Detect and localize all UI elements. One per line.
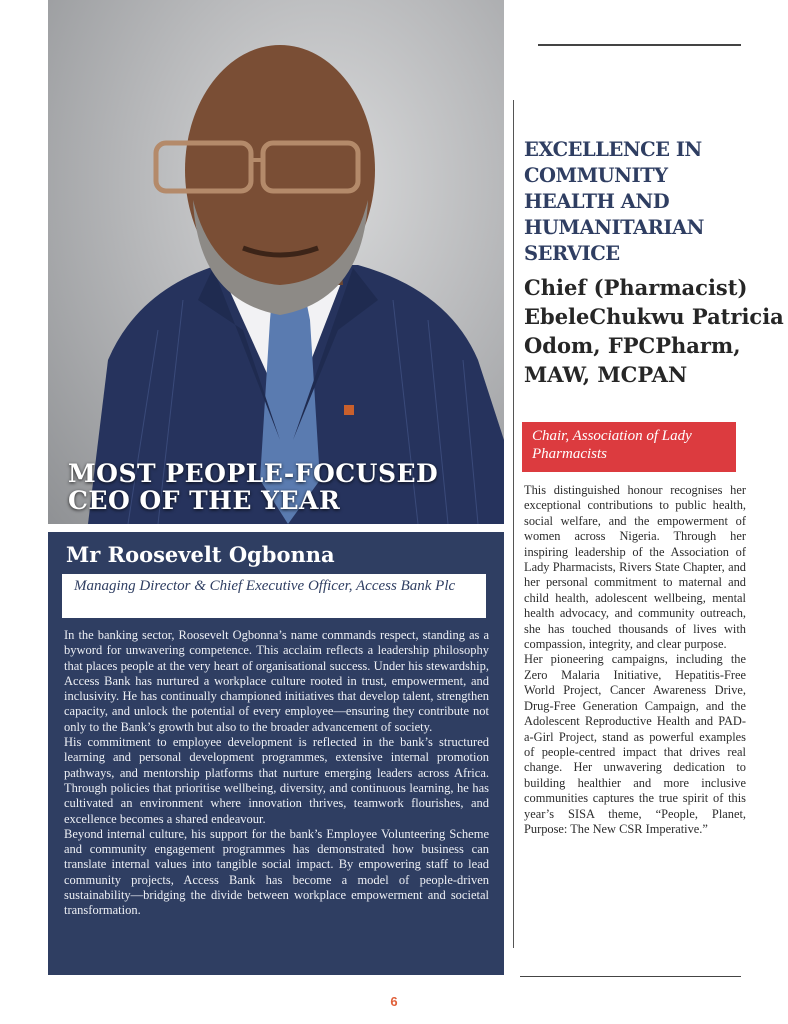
portrait-illustration bbox=[48, 0, 504, 524]
body-paragraph: His commitment to employee development is reflected in the bank’s structured learning and personal development programmes, extensive internal promotion pathways, and mentorship platforms that nurture emerging leaders across Africa. Through policies that prioritise wellbeing, diversity, and continuous learning, he has cultivated an environment where innovation thrives, teamwork flourishes, and excellence becomes a shared endeavour. bbox=[64, 735, 489, 826]
ceo-profile-body bbox=[64, 628, 489, 919]
ceo-profile-panel bbox=[48, 532, 504, 975]
bottom-divider bbox=[520, 976, 741, 977]
body-paragraph: Beyond internal culture, his support for the bank’s Employee Volunteering Scheme and community engagement programmes has demonstrated how business can translate internal values into tangible social impact. By empowering staff to lead community projects, Access Bank has become a model of people-driven sustainability—bridging the divide between workplace empowerment and societal transformation. bbox=[64, 826, 489, 918]
body-paragraph: This distinguished honour recognises her exceptional contributions to public health, social welfare, and the empowerment of women across Nigeria. Through her inspiring leadership of the Association of Lady Pharmacists, Rivers State Chapter, and her personal commitment to maternal and child health, adolescent wellbeing, mental health advocacy, and community outreach, she has touched thousands of lives with compassion, integrity, and clear purpose. bbox=[524, 483, 746, 652]
award-category-title: EXCELLENCE IN COMMUNITY HEALTH AND HUMANITARIAN SERVICE bbox=[524, 138, 704, 265]
honoree-profile-body bbox=[524, 483, 746, 837]
honoree-name: Mr Roosevelt Ogbonna bbox=[66, 542, 335, 567]
body-paragraph: Her pioneering campaigns, including the Zero Malaria Initiative, Hepatitis-Free World Project, Cancer Awareness Drive, Drug-Free Generation Campaign, and the Adolescent Reproductive Health and PAD-a-Girl Project, stand as powerful examples of people-centred impact that drives real change. Her unwavering dedication to building healthier and more inclusive communities captures the true spirit of this year’s SISA theme, “People, Planet, Purpose: The New CSR Imperative.” bbox=[524, 652, 746, 836]
column-divider bbox=[513, 100, 514, 948]
ceo-portrait-photo bbox=[48, 0, 504, 524]
award-title: MOST PEOPLE-FOCUSED CEO OF THE YEAR bbox=[68, 459, 439, 515]
body-paragraph: In the banking sector, Roosevelt Ogbonna’s name commands respect, standing as a byword for unwavering competence. This acclaim reflects a leadership philosophy that places people at the very heart of organisational success. Under his stewardship, Access Bank has nurtured a workplace culture rooted in trust, empowerment, and inclusivity. He has continually championed initiatives that develop talent, strengthen capacity, and unlock the potential of every employee—ensuring they contribute not only to the Bank’s growth but also to the broader advancement of society. bbox=[64, 628, 489, 734]
honoree-name-right: Chief (Pharmacist) EbeleChukwu Patricia Odom, FPCPharm, MAW, MCPAN bbox=[524, 275, 784, 387]
honoree-role: Managing Director & Chief Executive Officer, Access Bank Plc bbox=[62, 574, 486, 618]
honoree-role-right: Chair, Association of Lady Pharmacists bbox=[522, 422, 736, 472]
top-divider bbox=[538, 44, 741, 46]
page-number: 6 bbox=[390, 994, 398, 1009]
